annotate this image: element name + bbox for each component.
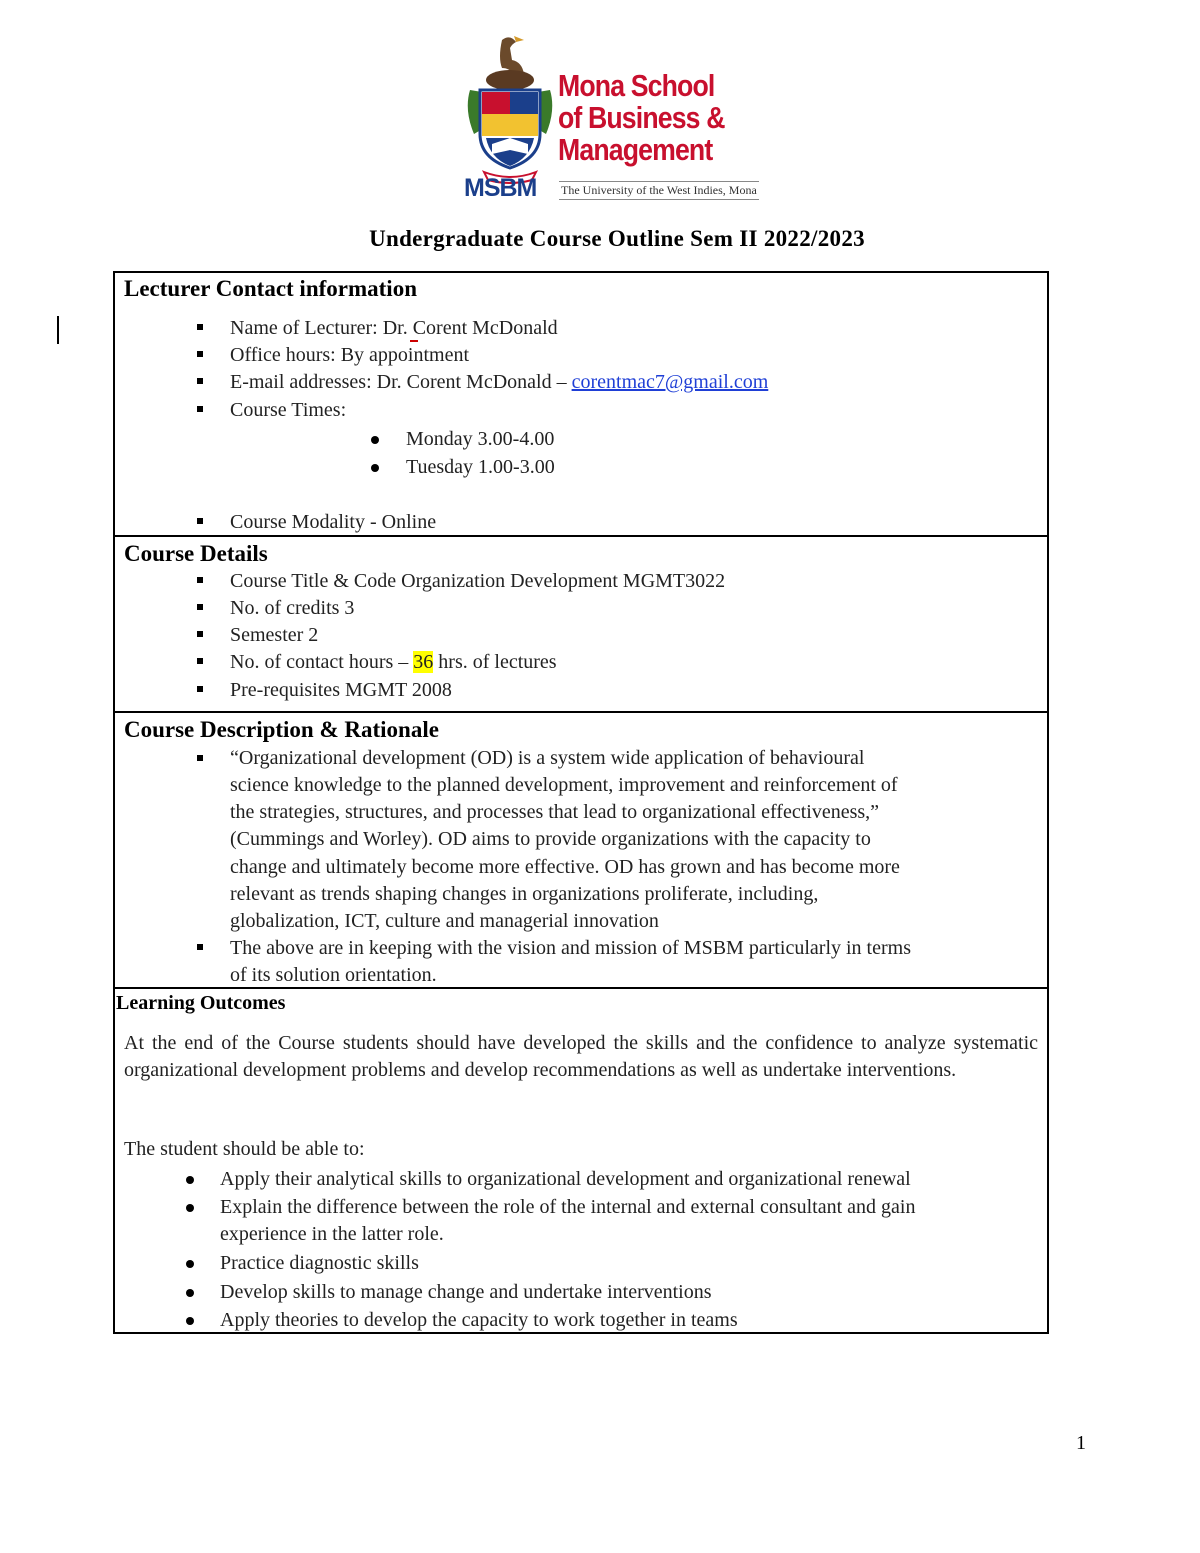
description-line: change and ultimately become more effective. OD has grown and has become more	[230, 856, 900, 878]
square-bullet-icon	[197, 577, 203, 583]
description-line: the strategies, structures, and processes that lead to organizational effectiveness,”	[230, 801, 880, 823]
course-modality: Course Modality - Online	[230, 511, 437, 533]
contact-suffix: hrs. of lectures	[433, 651, 557, 673]
round-bullet-icon	[371, 436, 379, 444]
lecturer-name: Name of Lecturer: Dr. Corent McDonald	[230, 317, 558, 339]
msbm-logo	[462, 34, 757, 204]
round-bullet-icon	[186, 1317, 194, 1325]
row-divider	[113, 535, 1049, 537]
contact-hours-value: 36	[413, 651, 434, 673]
logo-line-3: Management	[558, 132, 713, 167]
email-link[interactable]: corentmac7@gmail.com	[571, 371, 769, 393]
lecturer-heading: Lecturer Contact information	[124, 276, 417, 301]
outcomes-heading: Learning Outcomes	[116, 992, 286, 1014]
outcomes-lead: The student should be able to:	[124, 1138, 365, 1160]
email-prefix: E-mail addresses: Dr. Corent McDonald –	[230, 371, 572, 393]
spellcheck-mark	[410, 340, 418, 342]
square-bullet-icon	[197, 324, 203, 330]
description-line: science knowledge to the planned development, improvement and reinforcement of	[230, 774, 898, 796]
contact-prefix: No. of contact hours –	[230, 651, 414, 673]
rationale-line: The above are in keeping with the vision and mission of MSBM particularly in terms	[230, 937, 911, 959]
page-number: 1	[1076, 1432, 1086, 1454]
course-time-item: Tuesday 1.00-3.00	[406, 456, 555, 478]
course-semester: Semester 2	[230, 624, 319, 646]
email-line	[230, 371, 768, 394]
course-times-label: Course Times:	[230, 399, 347, 421]
round-bullet-icon	[186, 1289, 194, 1297]
square-bullet-icon	[197, 518, 203, 524]
prerequisites: Pre-requisites MGMT 2008	[230, 679, 452, 701]
outcome-item: Explain the difference between the role of the internal and external consultant and gain	[220, 1196, 916, 1218]
description-line: “Organizational development (OD) is a system wide application of behavioural	[230, 747, 865, 769]
square-bullet-icon	[197, 686, 203, 692]
course-title-code: Course Title & Code Organization Development MGMT3022	[230, 570, 726, 592]
logo-line-1: Mona School	[558, 68, 715, 103]
description-heading: Course Description & Rationale	[124, 717, 439, 742]
description-line: relevant as trends shaping changes in organizations proliferate, including,	[230, 883, 819, 905]
logo-university: The University of the West Indies, Mona	[559, 181, 759, 200]
description-line: globalization, ICT, culture and managerial innovation	[230, 910, 659, 932]
document-title: Undergraduate Course Outline Sem II 2022/2023	[369, 226, 865, 251]
course-time-item: Monday 3.00-4.00	[406, 428, 555, 450]
row-divider	[113, 711, 1049, 713]
logo-abbr: MSBM	[464, 174, 537, 202]
outcome-item: Apply theories to develop the capacity to work together in teams	[220, 1309, 738, 1331]
square-bullet-icon	[197, 755, 203, 761]
office-hours: Office hours: By appointment	[230, 344, 470, 366]
square-bullet-icon	[197, 351, 203, 357]
round-bullet-icon	[186, 1176, 194, 1184]
outcome-item-continued: experience in the latter role.	[220, 1223, 444, 1245]
outcome-item: Apply their analytical skills to organizational development and organizational renewal	[220, 1168, 911, 1190]
rationale-line: of its solution orientation.	[230, 964, 437, 986]
logo-wordmark	[558, 70, 725, 166]
square-bullet-icon	[197, 604, 203, 610]
course-credits: No. of credits 3	[230, 597, 355, 619]
description-line: (Cummings and Worley). OD aims to provide organizations with the capacity to	[230, 828, 871, 850]
details-heading: Course Details	[124, 541, 268, 566]
square-bullet-icon	[197, 658, 203, 664]
text-cursor	[57, 316, 59, 344]
square-bullet-icon	[197, 378, 203, 384]
round-bullet-icon	[186, 1260, 194, 1268]
round-bullet-icon	[371, 464, 379, 472]
round-bullet-icon	[186, 1204, 194, 1212]
contact-hours	[230, 651, 557, 674]
square-bullet-icon	[197, 944, 203, 950]
outcome-item: Develop skills to manage change and undertake interventions	[220, 1281, 712, 1303]
outcomes-intro: At the end of the Course students should have developed the skills and the confidence to analyze systematic organizational development problems and develop recommendations as well as undertake interventions.	[124, 1032, 1038, 1081]
logo-line-2: of Business &	[558, 100, 725, 135]
outcome-item: Practice diagnostic skills	[220, 1252, 419, 1274]
row-divider	[113, 987, 1049, 989]
square-bullet-icon	[197, 631, 203, 637]
square-bullet-icon	[197, 406, 203, 412]
